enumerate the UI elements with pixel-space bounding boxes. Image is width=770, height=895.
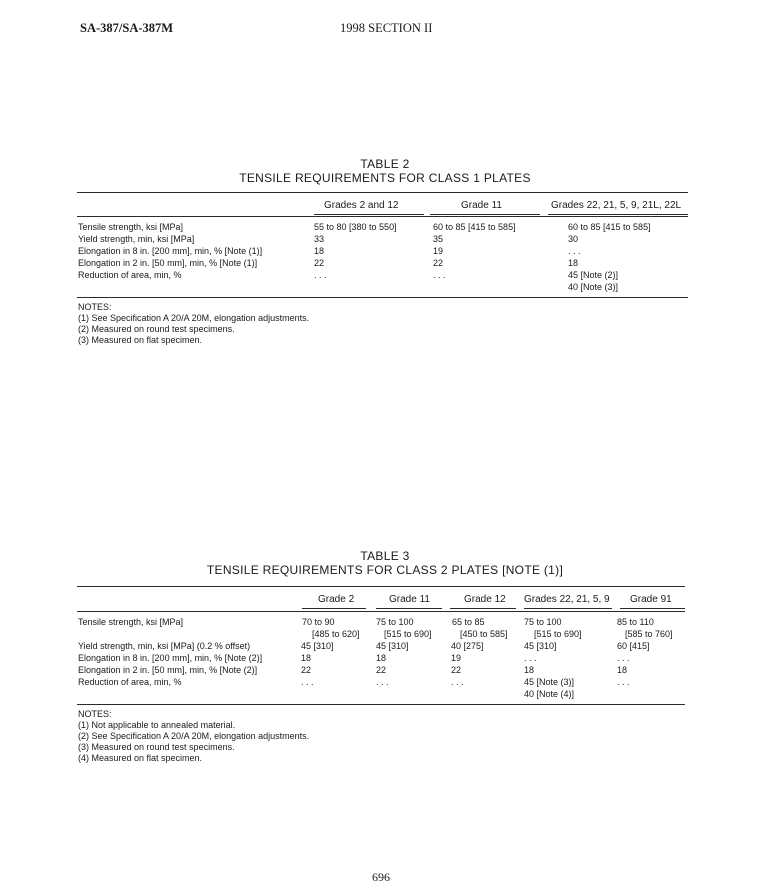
table2-cell: 33	[314, 234, 325, 244]
table2-row-label: Tensile strength, ksi [MPa]	[78, 222, 184, 232]
table2-col-header: Grades 22, 21, 5, 9, 21L, 22L	[551, 200, 682, 211]
table2-cell: . . .	[568, 246, 581, 256]
table2-note: (2) Measured on round test specimens.	[78, 324, 235, 334]
table2-col-rule	[314, 214, 424, 215]
page-number: 696	[372, 870, 390, 884]
table2-cell: 18	[568, 258, 579, 268]
table3-cell: 18	[301, 653, 312, 663]
table3-cell: [585 to 760]	[625, 629, 673, 639]
table2-col-rule	[548, 214, 688, 215]
table3-col-header: Grade 2	[318, 594, 355, 605]
table3-cell: 75 to 100	[524, 617, 562, 627]
table3-col-rule	[620, 608, 685, 609]
table3-col-header: Grade 11	[389, 594, 430, 605]
table3-title: TENSILE REQUIREMENTS FOR CLASS 2 PLATES [NOTE (1)]	[206, 563, 564, 577]
table2-cell: 22	[314, 258, 325, 268]
table3-row-label: Yield strength, min, ksi [MPa] (0.2 % offset)	[78, 641, 251, 651]
running-header-section: 1998 SECTION II	[340, 21, 433, 35]
table3-cell: [450 to 585]	[460, 629, 508, 639]
table3-cell: . . .	[451, 677, 464, 687]
table3-cell: 22	[376, 665, 387, 675]
table2-note: (1) See Specification A 20/A 20M, elongation adjustments.	[78, 313, 310, 323]
table3-col-rule	[302, 608, 366, 609]
table3-cell: 85 to 110	[617, 617, 654, 627]
table2-cell: 35	[433, 234, 444, 244]
table2-cell: 45 [Note (2)]	[568, 270, 619, 280]
table3-row-label: Tensile strength, ksi [MPa]	[78, 617, 184, 627]
table3-row-label: Reduction of area, min, %	[78, 677, 182, 687]
table3-col-header: Grade 12	[464, 594, 506, 605]
table3-note: (2) See Specification A 20/A 20M, elongation adjustments.	[78, 731, 310, 741]
table3-col-rule	[376, 608, 442, 609]
table3-col-rule	[450, 608, 516, 609]
table2-cell: . . .	[314, 270, 327, 280]
table3-cell: [515 to 690]	[534, 629, 582, 639]
table3-cell: [485 to 620]	[312, 629, 360, 639]
table3-cell: . . .	[301, 677, 314, 687]
table2-notes-heading: NOTES:	[78, 302, 112, 312]
table3-cell: 65 to 85	[452, 617, 485, 627]
table3-cell: 18	[376, 653, 387, 663]
table2-cell: 40 [Note (3)]	[568, 282, 619, 292]
table3-cell: 45 [310]	[376, 641, 409, 651]
table3-cell: 22	[301, 665, 312, 675]
table2-col-header: Grades 2 and 12	[324, 200, 399, 211]
table2-top-rule	[77, 192, 688, 193]
table3-cell: 19	[451, 653, 462, 663]
table3-cell: 45 [Note (3)]	[524, 677, 575, 687]
table3-cell: 40 [Note (4)]	[524, 689, 575, 699]
table2-number: TABLE 2	[360, 157, 410, 171]
table3-note: (1) Not applicable to annealed material.	[78, 720, 236, 730]
table3-cell: [515 to 690]	[384, 629, 432, 639]
table3-cell: 22	[451, 665, 462, 675]
table2-row-label: Reduction of area, min, %	[78, 270, 182, 280]
table2-bottom-rule	[77, 297, 688, 298]
table3-col-header: Grade 91	[630, 594, 672, 605]
table2-cell: 30	[568, 234, 579, 244]
table2-title: TENSILE REQUIREMENTS FOR CLASS 1 PLATES	[239, 171, 531, 185]
table2-row-label: Elongation in 8 in. [200 mm], min, % [Note (1)]	[78, 246, 263, 256]
table3-notes-heading: NOTES:	[78, 709, 112, 719]
table2-cell: 55 to 80 [380 to 550]	[314, 222, 397, 232]
table3-cell: 70 to 90	[302, 617, 335, 627]
table3-cell: 18	[524, 665, 535, 675]
table3-number: TABLE 3	[360, 549, 410, 563]
table3-cell: 60 [415]	[617, 641, 650, 651]
table2-col-header: Grade 11	[461, 200, 502, 211]
table3-cell: 18	[617, 665, 628, 675]
table3-note: (3) Measured on round test specimens.	[78, 742, 235, 752]
table2-row-label: Elongation in 2 in. [50 mm], min, % [Note (1)]	[78, 258, 258, 268]
table3-header-rule	[77, 611, 685, 612]
table3-col-rule	[524, 608, 612, 609]
table3-row-label: Elongation in 8 in. [200 mm], min, % [Note (2)]	[78, 653, 263, 663]
table3-cell: 75 to 100	[376, 617, 414, 627]
table3-note: (4) Measured on flat specimen.	[78, 753, 203, 763]
table3-cell: 40 [275]	[451, 641, 484, 651]
table3-cell: . . .	[376, 677, 389, 687]
table2-cell: 22	[433, 258, 444, 268]
table3-cell: 45 [310]	[524, 641, 557, 651]
table3-row-label: Elongation in 2 in. [50 mm], min, % [Note (2)]	[78, 665, 258, 675]
table2-cell: 60 to 85 [415 to 585]	[433, 222, 516, 232]
table2-cell: 18	[314, 246, 325, 256]
table2-cell: . . .	[433, 270, 446, 280]
table2-header-rule	[77, 216, 688, 217]
table3-col-header: Grades 22, 21, 5, 9	[524, 594, 610, 605]
running-header-spec: SA-387/SA-387M	[80, 21, 174, 35]
table2-row-label: Yield strength, min, ksi [MPa]	[78, 234, 195, 244]
table2-note: (3) Measured on flat specimen.	[78, 335, 203, 345]
table3-cell: 45 [310]	[301, 641, 334, 651]
table2-cell: 19	[433, 246, 444, 256]
table3-cell: . . .	[617, 677, 630, 687]
table3-cell: . . .	[524, 653, 537, 663]
table3-top-rule	[77, 586, 685, 587]
table3-cell: . . .	[617, 653, 630, 663]
table2-cell: 60 to 85 [415 to 585]	[568, 222, 651, 232]
table2-col-rule	[430, 214, 540, 215]
table3-bottom-rule	[77, 704, 685, 705]
